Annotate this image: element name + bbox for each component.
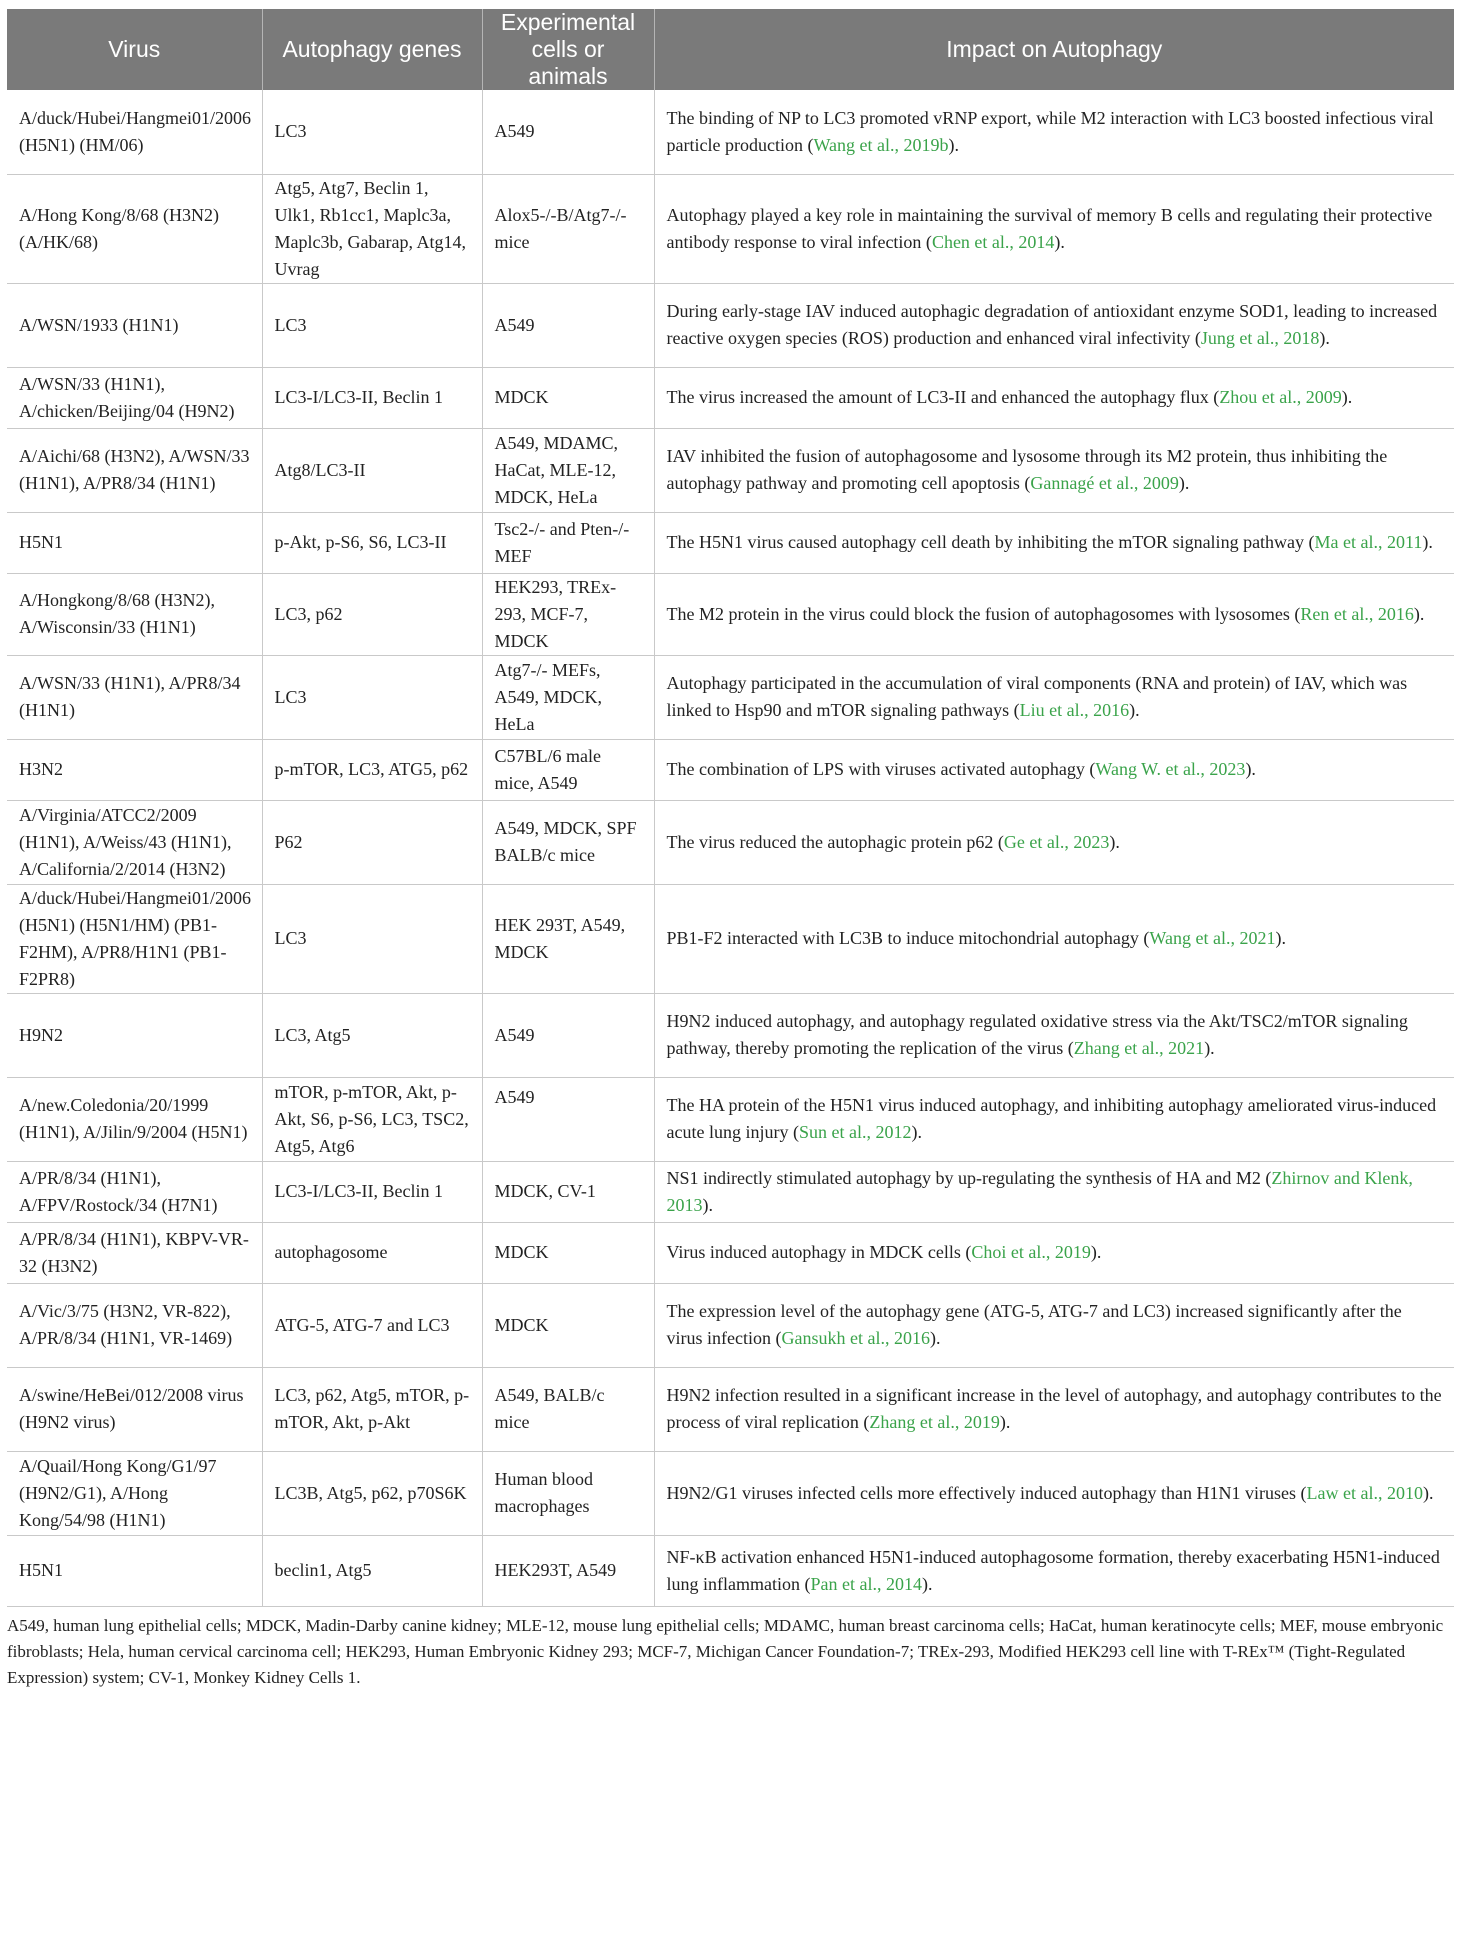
- impact-text: Autophagy participated in the accumulation of viral components (RNA and protein) of IAV, which was linked to Hsp90 and mTOR signaling pathways (: [666, 673, 1408, 720]
- table-row: [7, 800, 1454, 884]
- citation-link[interactable]: Wang et al., 2019b: [813, 134, 949, 155]
- cell-virus: H5N1: [7, 512, 262, 573]
- citation-link[interactable]: Sun et al., 2012: [798, 1122, 912, 1142]
- cell-virus: A/Hong Kong/8/68 (H3N2) (A/HK/68): [7, 174, 262, 283]
- impact-text: NF-κB activation enhanced H5N1-induced autophagosome formation, thereby exacerbating H5N1-induced lung inflammation (: [666, 1546, 1440, 1594]
- impact-tail: ).: [1422, 532, 1433, 552]
- table-row: [7, 512, 1454, 573]
- cell-virus: A/PR/8/34 (H1N1), A/FPV/Rostock/34 (H7N1): [7, 1161, 262, 1222]
- table-row: [7, 283, 1454, 367]
- citation-link[interactable]: Law et al., 2010: [1306, 1482, 1423, 1503]
- cell-experimental-cells: MDCK: [482, 1283, 654, 1367]
- table-row: [7, 1451, 1454, 1535]
- cell-autophagy-genes: p-Akt, p-S6, S6, LC3-II: [262, 512, 482, 573]
- cell-autophagy-genes: ATG-5, ATG-7 and LC3: [262, 1283, 482, 1367]
- cell-impact: [654, 800, 1454, 884]
- table-row: [7, 1077, 1454, 1161]
- cell-virus: H5N1: [7, 1535, 262, 1606]
- citation-link[interactable]: Jung et al., 2018: [1200, 328, 1320, 348]
- cell-experimental-cells: HEK293, TREx-293, MCF-7, MDCK: [482, 573, 654, 655]
- impact-tail: ).: [1178, 473, 1190, 493]
- cell-virus: A/duck/Hubei/Hangmei01/2006 (H5N1) (HM/06): [7, 90, 262, 174]
- table-row: [7, 884, 1454, 993]
- cell-experimental-cells: Tsc2-/- and Pten-/- MEF: [482, 512, 654, 573]
- cell-experimental-cells: A549: [482, 993, 654, 1077]
- citation-link[interactable]: Wang W. et al., 2023: [1095, 759, 1246, 779]
- impact-tail: ).: [1204, 1038, 1215, 1058]
- cell-impact: [654, 1283, 1454, 1367]
- impact-text: H9N2/G1 viruses infected cells more effectively induced autophagy than H1N1 viruses (: [666, 1482, 1307, 1503]
- cell-virus: A/Aichi/68 (H3N2), A/WSN/33 (H1N1), A/PR8/34 (H1N1): [7, 428, 262, 512]
- impact-tail: ).: [1422, 1482, 1434, 1503]
- table-row: [7, 1367, 1454, 1451]
- impact-tail: ).: [1319, 328, 1330, 348]
- impact-text: H9N2 induced autophagy, and autophagy regulated oxidative stress via the Akt/TSC2/mTOR signaling pathway, thereby promoting the replication of the virus (: [666, 1011, 1408, 1058]
- cell-experimental-cells: A549: [482, 1077, 654, 1161]
- table-row: [7, 993, 1454, 1077]
- cell-autophagy-genes: Atg5, Atg7, Beclin 1, Ulk1, Rb1cc1, Maplc3a, Maplc3b, Gabarap, Atg14, Uvrag: [262, 174, 482, 283]
- impact-tail: ).: [1341, 387, 1353, 407]
- cell-virus: A/WSN/33 (H1N1), A/PR8/34 (H1N1): [7, 655, 262, 739]
- citation-link[interactable]: Wang et al., 2021: [1149, 928, 1276, 948]
- cell-impact: [654, 993, 1454, 1077]
- impact-text: The HA protein of the H5N1 virus induced autophagy, and inhibiting autophagy ameliorated virus-induced acute lung injury (: [666, 1095, 1437, 1142]
- table-row: [7, 174, 1454, 283]
- impact-text: The virus reduced the autophagic protein p62 (: [666, 831, 1004, 852]
- impact-tail: ).: [921, 1573, 933, 1594]
- citation-link[interactable]: Ge et al., 2023: [1003, 831, 1110, 852]
- cell-autophagy-genes: LC3: [262, 283, 482, 367]
- table-container: [7, 9, 1454, 1691]
- header-virus: Virus: [7, 9, 262, 90]
- impact-text: During early-stage IAV induced autophagic degradation of antioxidant enzyme SOD1, leading to increased reactive oxygen species (ROS) production and enhanced viral infectivity (: [666, 301, 1438, 348]
- cell-autophagy-genes: LC3, p62: [262, 573, 482, 655]
- impact-text: NS1 indirectly stimulated autophagy by up-regulating the synthesis of HA and M2 (: [666, 1167, 1272, 1188]
- impact-text: PB1-F2 interacted with LC3B to induce mitochondrial autophagy (: [666, 928, 1150, 948]
- impact-tail: ).: [999, 1412, 1011, 1432]
- cell-virus: A/Quail/Hong Kong/G1/97 (H9N2/G1), A/Hong Kong/54/98 (H1N1): [7, 1451, 262, 1535]
- table-row: [7, 367, 1454, 428]
- cell-impact: [654, 1535, 1454, 1606]
- header-row: [7, 9, 1454, 90]
- impact-tail: ).: [1090, 1242, 1102, 1262]
- cell-impact: [654, 367, 1454, 428]
- citation-link[interactable]: Choi et al., 2019: [971, 1242, 1091, 1262]
- citation-link[interactable]: Chen et al., 2014: [931, 231, 1055, 252]
- cell-impact: [654, 1367, 1454, 1451]
- header-impact: Impact on Autophagy: [654, 9, 1454, 90]
- impact-text: The H5N1 virus caused autophagy cell death by inhibiting the mTOR signaling pathway (: [666, 532, 1315, 552]
- cell-impact: [654, 283, 1454, 367]
- impact-tail: ).: [1245, 759, 1256, 779]
- cell-experimental-cells: A549, MDAMC, HaCat, MLE-12, MDCK, HeLa: [482, 428, 654, 512]
- cell-autophagy-genes: autophagosome: [262, 1222, 482, 1283]
- impact-text: H9N2 infection resulted in a significant increase in the level of autophagy, and autophagy contributes to the process of viral replication (: [666, 1385, 1442, 1432]
- cell-autophagy-genes: p-mTOR, LC3, ATG5, p62: [262, 739, 482, 800]
- table-row: [7, 90, 1454, 174]
- cell-experimental-cells: MDCK: [482, 1222, 654, 1283]
- impact-tail: ).: [948, 134, 959, 155]
- cell-impact: [654, 1451, 1454, 1535]
- cell-autophagy-genes: P62: [262, 800, 482, 884]
- impact-tail: ).: [911, 1122, 922, 1142]
- cell-virus: A/Virginia/ATCC2/2009 (H1N1), A/Weiss/43 (H1N1), A/California/2/2014 (H3N2): [7, 800, 262, 884]
- cell-experimental-cells: A549, MDCK, SPF BALB/c mice: [482, 800, 654, 884]
- cell-autophagy-genes: LC3, p62, Atg5, mTOR, p-mTOR, Akt, p-Akt: [262, 1367, 482, 1451]
- table-row: [7, 1222, 1454, 1283]
- cell-autophagy-genes: LC3: [262, 90, 482, 174]
- cell-impact: [654, 1077, 1454, 1161]
- cell-autophagy-genes: Atg8/LC3-II: [262, 428, 482, 512]
- table-row: [7, 428, 1454, 512]
- cell-experimental-cells: HEK 293T, A549, MDCK: [482, 884, 654, 993]
- cell-virus: A/PR/8/34 (H1N1), KBPV-VR-32 (H3N2): [7, 1222, 262, 1283]
- header-experimental-cells: Experimental cells or animals: [482, 9, 654, 90]
- cell-experimental-cells: A549: [482, 90, 654, 174]
- cell-autophagy-genes: LC3: [262, 655, 482, 739]
- cell-impact: [654, 1161, 1454, 1222]
- citation-link[interactable]: Gansukh et al., 2016: [781, 1328, 930, 1348]
- cell-experimental-cells: Atg7-/- MEFs, A549, MDCK, HeLa: [482, 655, 654, 739]
- cell-impact: [654, 512, 1454, 573]
- cell-experimental-cells: A549, BALB/c mice: [482, 1367, 654, 1451]
- cell-autophagy-genes: LC3-I/LC3-II, Beclin 1: [262, 1161, 482, 1222]
- cell-autophagy-genes: LC3B, Atg5, p62, p70S6K: [262, 1451, 482, 1535]
- table-row: [7, 1161, 1454, 1222]
- citation-link[interactable]: Ma et al., 2011: [1314, 532, 1423, 552]
- cell-experimental-cells: HEK293T, A549: [482, 1535, 654, 1606]
- cell-impact: [654, 739, 1454, 800]
- cell-autophagy-genes: mTOR, p-mTOR, Akt, p-Akt, S6, p-S6, LC3, TSC2, Atg5, Atg6: [262, 1077, 482, 1161]
- impact-text: The virus increased the amount of LC3-II and enhanced the autophagy flux (: [666, 387, 1220, 407]
- cell-experimental-cells: C57BL/6 male mice, A549: [482, 739, 654, 800]
- cell-virus: H3N2: [7, 739, 262, 800]
- cell-virus: A/WSN/33 (H1N1), A/chicken/Beijing/04 (H9N2): [7, 367, 262, 428]
- impact-text: Autophagy played a key role in maintaining the survival of memory B cells and regulating their protective antibody response to viral infection (: [666, 204, 1433, 252]
- impact-tail: ).: [1129, 700, 1140, 720]
- impact-tail: ).: [1413, 603, 1425, 624]
- citation-link[interactable]: Liu et al., 2016: [1019, 700, 1130, 720]
- impact-text: IAV inhibited the fusion of autophagosome and lysosome through its M2 protein, thus inhibiting the autophagy pathway and promoting cell apoptosis (: [666, 446, 1388, 493]
- impact-tail: ).: [1054, 231, 1065, 252]
- table-row: [7, 1283, 1454, 1367]
- cell-autophagy-genes: LC3, Atg5: [262, 993, 482, 1077]
- table-row: [7, 655, 1454, 739]
- cell-virus: H9N2: [7, 993, 262, 1077]
- citation-link[interactable]: Zhang et al., 2019: [869, 1412, 1000, 1432]
- impact-tail: ).: [929, 1328, 941, 1348]
- impact-text: The expression level of the autophagy gene (ATG-5, ATG-7 and LC3) increased significantly after the virus infection (: [666, 1301, 1402, 1348]
- table-body: [7, 90, 1454, 1606]
- cell-virus: A/Vic/3/75 (H3N2, VR-822), A/PR/8/34 (H1N1, VR-1469): [7, 1283, 262, 1367]
- header-autophagy-genes: Autophagy genes: [262, 9, 482, 90]
- impact-text: Virus induced autophagy in MDCK cells (: [666, 1242, 972, 1262]
- cell-virus: A/swine/HeBei/012/2008 virus (H9N2 virus): [7, 1367, 262, 1451]
- table-row: [7, 1535, 1454, 1606]
- table-row: [7, 739, 1454, 800]
- cell-virus: A/new.Coledonia/20/1999 (H1N1), A/Jilin/9/2004 (H5N1): [7, 1077, 262, 1161]
- citation-link[interactable]: Gannagé et al., 2009: [1030, 473, 1179, 493]
- virus-autophagy-table: [7, 9, 1454, 1607]
- cell-experimental-cells: MDCK, CV-1: [482, 1161, 654, 1222]
- cell-experimental-cells: Human blood macrophages: [482, 1451, 654, 1535]
- cell-experimental-cells: MDCK: [482, 367, 654, 428]
- impact-text: The combination of LPS with viruses activated autophagy (: [666, 759, 1096, 779]
- cell-impact: [654, 884, 1454, 993]
- citation-link[interactable]: Pan et al., 2014: [810, 1573, 922, 1594]
- cell-experimental-cells: A549: [482, 283, 654, 367]
- citation-link[interactable]: Zhirnov and Klenk, 2013: [666, 1167, 1413, 1215]
- citation-link[interactable]: Zhang et al., 2021: [1073, 1038, 1205, 1058]
- cell-autophagy-genes: LC3: [262, 884, 482, 993]
- table-row: [7, 573, 1454, 655]
- citation-link[interactable]: Ren et al., 2016: [1300, 603, 1414, 624]
- impact-tail: ).: [1275, 928, 1286, 948]
- cell-experimental-cells: Alox5-/-B/Atg7-/-mice: [482, 174, 654, 283]
- table-footnote: A549, human lung epithelial cells; MDCK, Madin-Darby canine kidney; MLE-12, mouse lung epithelial cells; MDAMC, human breast carcinoma cells; HaCat, human keratinocyte cells; MEF, mouse embryonic fibroblasts; Hela, human cervical carcinoma cell; HEK293, Human Embryonic Kidney 293; MCF-7, Michigan Cancer Foundation-7; TREx-293, Modified HEK293 cell line with T-REx™ (Tight-Regulated Expression) system; CV-1, Monkey Kidney Cells 1.: [7, 1615, 1444, 1687]
- impact-tail: ).: [1109, 831, 1120, 852]
- impact-text: The M2 protein in the virus could block the fusion of autophagosomes with lysosomes (: [666, 603, 1301, 624]
- cell-virus: A/WSN/1933 (H1N1): [7, 283, 262, 367]
- impact-tail: ).: [702, 1194, 713, 1215]
- cell-autophagy-genes: LC3-I/LC3-II, Beclin 1: [262, 367, 482, 428]
- cell-impact: [654, 90, 1454, 174]
- citation-link[interactable]: Zhou et al., 2009: [1219, 387, 1342, 407]
- impact-text: The binding of NP to LC3 promoted vRNP export, while M2 interaction with LC3 boosted infectious viral particle production (: [666, 107, 1434, 155]
- cell-impact: [654, 655, 1454, 739]
- cell-impact: [654, 174, 1454, 283]
- cell-virus: A/duck/Hubei/Hangmei01/2006 (H5N1) (H5N1/HM) (PB1-F2HM), A/PR8/H1N1 (PB1-F2PR8): [7, 884, 262, 993]
- cell-impact: [654, 1222, 1454, 1283]
- cell-virus: A/Hongkong/8/68 (H3N2), A/Wisconsin/33 (H1N1): [7, 573, 262, 655]
- cell-impact: [654, 573, 1454, 655]
- cell-autophagy-genes: beclin1, Atg5: [262, 1535, 482, 1606]
- cell-impact: [654, 428, 1454, 512]
